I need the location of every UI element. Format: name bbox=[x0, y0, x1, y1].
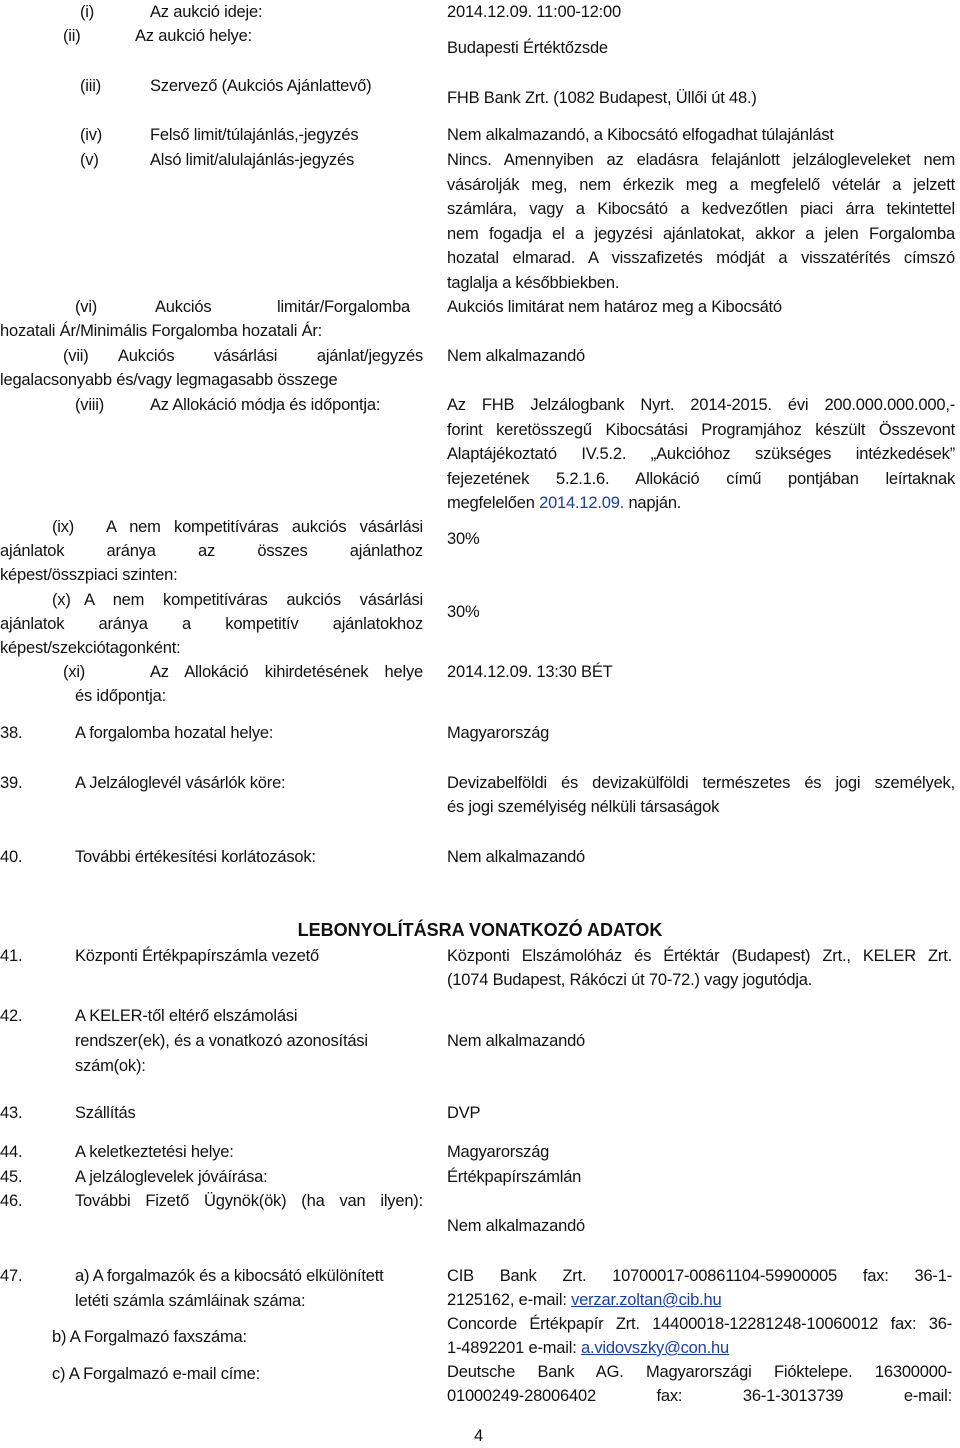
item-39-value-line2: és jogi személyiség nélküli társaságok bbox=[447, 798, 720, 816]
item-40-number: 40. bbox=[0, 848, 23, 866]
announcement-value: 2014.12.09. 13:30 BÉT bbox=[447, 663, 613, 681]
item-41-label: Központi Értékpapírszámla vezető bbox=[75, 947, 319, 965]
auction-place-label: Az aukció helye: bbox=[135, 27, 252, 45]
purchase-offer-value: Nem alkalmazandó bbox=[447, 347, 586, 365]
upper-limit-value: Nem alkalmazandó, a Kibocsátó elfogadhat túlajánlást bbox=[447, 126, 834, 144]
noncompetitive-total-label-line3: képest/összpiaci szinten: bbox=[0, 566, 178, 584]
item-47-label-c: c) A Forgalmazó e-mail címe: bbox=[52, 1365, 261, 1383]
allocation-value-line: fejezetének 5.2.1.6. Allokáció című pontjában leírtaknak bbox=[447, 469, 955, 488]
lower-limit-value-line: számlára, vagy a Kibocsátó a kedvezőtlen piaci árra tekintettel bbox=[447, 200, 955, 218]
item-47-cib-line1: CIB Bank Zrt. 10700017-00861104-59900005 fax: 36-1- bbox=[447, 1267, 952, 1285]
organizer-label: Szervező (Aukciós Ajánlattevő) bbox=[150, 77, 372, 95]
item-42-number: 42. bbox=[0, 1007, 23, 1025]
lower-limit-value-line: nem fogadja el a jegyzési ajánlatokat, akkor a jelen Forgalomba bbox=[447, 224, 955, 243]
item-38-number: 38. bbox=[0, 724, 23, 742]
noncompetitive-total-value: 30% bbox=[447, 530, 480, 548]
item-47-concorde-line1: Concorde Értékpapír Zrt. 14400018-12281248-10060012 fax: 36- bbox=[447, 1315, 952, 1333]
noncompetitive-section-label-line2: ajánlatok aránya a kompetitív ajánlatokhoz bbox=[0, 615, 423, 633]
allocation-date: 2014.12.09. bbox=[539, 494, 625, 512]
concorde-email-link[interactable]: a.vidovszky@con.hu bbox=[580, 1339, 729, 1357]
item-47-concorde-line2 bbox=[447, 1336, 729, 1360]
allocation-value-suffix: napján. bbox=[624, 494, 682, 512]
auction-time-number: (i) bbox=[80, 3, 95, 21]
item-38-label: A forgalomba hozatal helye: bbox=[75, 724, 274, 742]
allocation-value-prefix: megfelelően bbox=[447, 494, 540, 512]
noncompetitive-section-label-line3: képest/szekciótagonként: bbox=[0, 639, 181, 657]
item-42-label-line1: A KELER-től eltérő elszámolási bbox=[75, 1007, 298, 1025]
item-47-label-b: b) A Forgalmazó faxszáma: bbox=[52, 1328, 247, 1346]
lower-limit-value-line: taglalja a későbbiekben. bbox=[447, 273, 620, 292]
item-44-label: A keletkeztetési helye: bbox=[75, 1143, 234, 1161]
organizer-number: (iii) bbox=[80, 77, 101, 95]
allocation-value-line: Az FHB Jelzálogbank Nyrt. 2014-2015. évi 200.000.000.000,- bbox=[447, 396, 955, 414]
item-43-value: DVP bbox=[447, 1104, 481, 1122]
item-44-number: 44. bbox=[0, 1143, 23, 1161]
item-38-value: Magyarország bbox=[447, 724, 550, 742]
item-46-number: 46. bbox=[0, 1192, 23, 1210]
purchase-offer-label-line1: Aukciós vásárlási ajánlat/jegyzés bbox=[118, 347, 423, 365]
item-47-cib-line2-prefix: 2125162, e-mail: bbox=[447, 1291, 572, 1309]
item-46-value: Nem alkalmazandó bbox=[447, 1217, 586, 1235]
item-45-value: Értékpapírszámlán bbox=[447, 1168, 582, 1186]
allocation-value-line: forint keretösszegű Kibocsátási Programjához készült Összevont bbox=[447, 420, 955, 439]
purchase-offer-label-line2: legalacsonyabb és/vagy legmagasabb összege bbox=[0, 371, 338, 389]
item-42-value: Nem alkalmazandó bbox=[447, 1032, 586, 1050]
item-41-value-line2: (1074 Budapest, Rákóczi út 70-72.) vagy jogutódja. bbox=[447, 971, 813, 989]
item-47-concorde-line2-prefix: 1-4892201 e-mail: bbox=[447, 1339, 581, 1357]
lower-limit-value bbox=[447, 148, 955, 295]
item-47-number: 47. bbox=[0, 1267, 23, 1285]
lower-limit-label: Alsó limit/alulajánlás-jegyzés bbox=[150, 151, 355, 169]
announcement-label-line1: Az Allokáció kihirdetésének helye bbox=[150, 663, 423, 681]
item-45-label: A jelzáloglevelek jóváírása: bbox=[75, 1168, 268, 1186]
item-45-number: 45. bbox=[0, 1168, 23, 1186]
item-42-label-line3: szám(ok): bbox=[75, 1057, 146, 1075]
lower-limit-value-line: hozatal elmarad. A visszafizetés módját a visszatérítés címszó bbox=[447, 249, 955, 267]
auction-time-label: Az aukció ideje: bbox=[150, 3, 263, 21]
allocation-value-line bbox=[447, 491, 955, 516]
limit-price-label-line2: hozatali Ár/Minimális Forgalomba hozatali Ár: bbox=[0, 322, 323, 340]
item-42-label-line2: rendszer(ek), és a vonatkozó azonosítási bbox=[75, 1032, 368, 1050]
page-number: 4 bbox=[474, 1427, 483, 1445]
auction-time-value: 2014.12.09. 11:00-12:00 bbox=[447, 3, 621, 21]
item-39-value-line1: Devizabelföldi és devizakülföldi természetes és jogi személyek, bbox=[447, 774, 955, 792]
item-47-cib-line2 bbox=[447, 1288, 721, 1312]
announcement-label-line2: és időpontja: bbox=[75, 687, 166, 705]
item-40-label: További értékesítési korlátozások: bbox=[75, 848, 316, 866]
item-47-deutsche-line1: Deutsche Bank AG. Magyarországi Fióktelepe. 16300000- bbox=[447, 1363, 952, 1381]
noncompetitive-section-value: 30% bbox=[447, 603, 480, 621]
item-47-label-a-line1: a) A forgalmazók és a kibocsátó elkülönített bbox=[75, 1267, 384, 1285]
cib-email-link[interactable]: verzar.zoltan@cib.hu bbox=[571, 1291, 722, 1309]
item-41-value-line1: Központi Elszámolóház és Értéktár (Budapest) Zrt., KELER Zrt. bbox=[447, 947, 952, 965]
allocation-label: Az Allokáció módja és időpontja: bbox=[150, 396, 381, 414]
limit-price-label-a: Aukciós bbox=[155, 298, 212, 316]
item-41-number: 41. bbox=[0, 947, 23, 965]
limit-price-label-b: limitár/Forgalomba bbox=[277, 298, 411, 316]
allocation-value-line: Alaptájékoztató IV.5.2. „Aukcióhoz szükséges intézkedések” bbox=[447, 445, 955, 463]
noncompetitive-total-label-line1: A nem kompetitíváras aukciós vásárlási bbox=[106, 518, 423, 536]
upper-limit-label: Felső limit/túlajánlás,-jegyzés bbox=[150, 126, 359, 144]
noncompetitive-section-number: (x) bbox=[52, 591, 71, 609]
allocation-number: (viii) bbox=[75, 396, 105, 414]
item-43-number: 43. bbox=[0, 1104, 23, 1122]
upper-limit-number: (iv) bbox=[80, 126, 103, 144]
announcement-number: (xi) bbox=[63, 663, 86, 681]
auction-place-value: Budapesti Értéktőzsde bbox=[447, 39, 608, 57]
limit-price-number: (vi) bbox=[75, 298, 98, 316]
item-47-label-a-line2: letéti számla számláinak száma: bbox=[75, 1292, 306, 1310]
noncompetitive-total-label-line2: ajánlatok aránya az összes ajánlathoz bbox=[0, 542, 423, 560]
allocation-value bbox=[447, 393, 955, 516]
organizer-value: FHB Bank Zrt. (1082 Budapest, Üllői út 48.) bbox=[447, 89, 757, 107]
auction-place-number: (ii) bbox=[63, 27, 81, 45]
lower-limit-value-line: Nincs. Amennyiben az eladásra felajánlott jelzálogleveleket nem bbox=[447, 151, 955, 169]
item-44-value: Magyarország bbox=[447, 1143, 550, 1161]
noncompetitive-section-label-line1: A nem kompetitíváras aukciós vásárlási bbox=[84, 591, 423, 609]
item-39-label: A Jelzáloglevél vásárlók köre: bbox=[75, 774, 286, 792]
item-47-deutsche-line2: 01000249-28006402 fax: 36-1-3013739 e-mail: bbox=[447, 1387, 952, 1405]
item-43-label: Szállítás bbox=[75, 1104, 136, 1122]
item-39-number: 39. bbox=[0, 774, 23, 792]
item-40-value: Nem alkalmazandó bbox=[447, 848, 586, 866]
section-heading: LEBONYOLÍTÁSRA VONATKOZÓ ADATOK bbox=[297, 920, 663, 940]
item-46-label: További Fizető Ügynök(ök) (ha van ilyen): bbox=[75, 1192, 423, 1210]
lower-limit-number: (v) bbox=[80, 151, 99, 169]
noncompetitive-total-number: (ix) bbox=[52, 518, 75, 536]
purchase-offer-number: (vii) bbox=[63, 347, 89, 365]
lower-limit-value-line: vásárolják meg, nem érkezik meg a megfelelő vételár a jelzett bbox=[447, 175, 955, 194]
limit-price-value: Aukciós limitárat nem határoz meg a Kibocsátó bbox=[447, 298, 782, 316]
